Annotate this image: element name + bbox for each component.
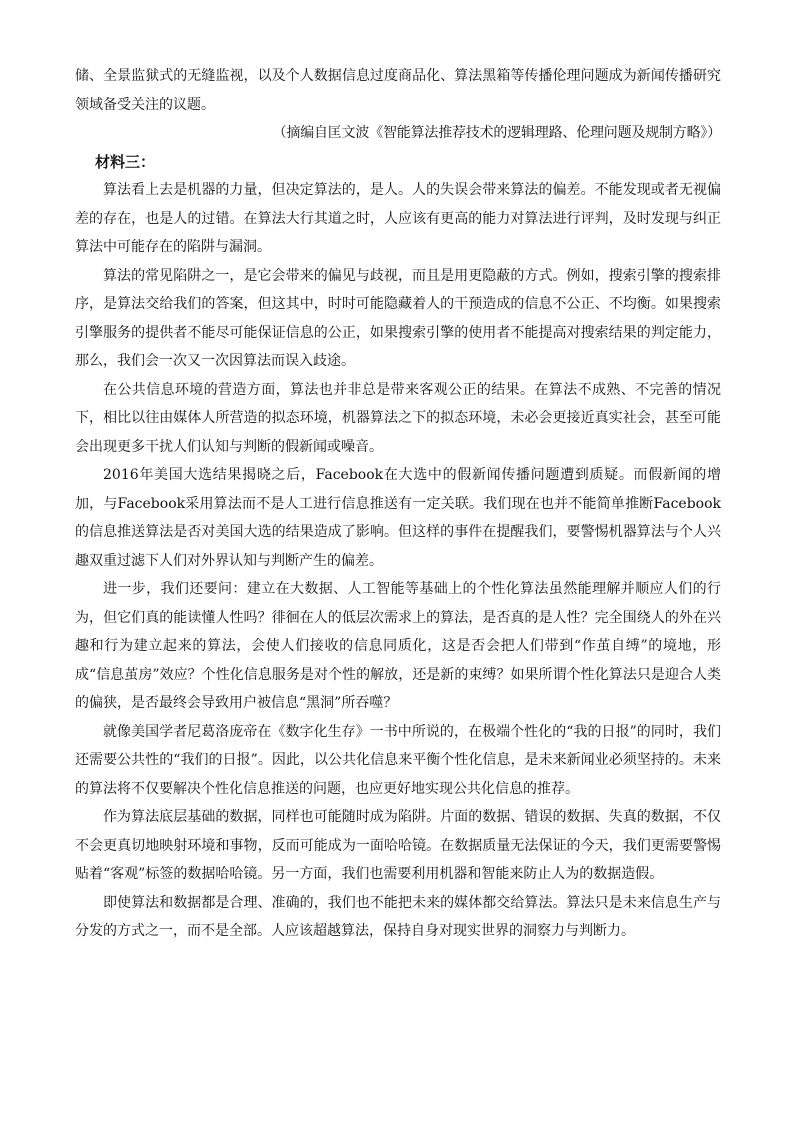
body-paragraph-4: 2016年美国大选结果揭晓之后，Facebook在大选中的假新闻传播问题遭到质疑。而假新闻的增加，与Facebook采用算法而不是人工进行信息推送有一定关联。我们现在也并不能简单推断Facebook的信息推送算法是否对美国大选的结果造成了影响。但这样的事件在提醒我们，要警惕机器算法与个人兴趣双重过滤下人们对外界认知与判断产生的偏差。 xyxy=(75,467,721,569)
body-paragraph-6: 就像美国学者尼葛洛庞帝在《数字化生存》一书中所说的，在极端个性化的“我的日报”的同时，我们还需要公共性的“我们的日报”。因此，以公共化信息来平衡个性化信息，是未来新闻业必须坚持的。未来的算法将不仅要解决个性化信息推送的问题，也应更好地实现公共化信息的推荐。 xyxy=(75,723,721,797)
document-page xyxy=(75,62,721,946)
body-paragraph-3: 在公共信息环境的营造方面，算法也并非总是带来客观公正的结果。在算法不成熟、不完善的情况下，相比以往由媒体人所营造的拟态环境，机器算法之下的拟态环境，未必会更接近真实社会，甚至可能会出现更多干扰人们认知与判断的假新闻或噪音。 xyxy=(75,381,721,455)
section-heading: 材料三： xyxy=(95,152,156,171)
body-paragraph-5: 进一步，我们还要问：建立在大数据、人工智能等基础上的个性化算法虽然能理解并顺应人们的行为，但它们真的能读懂人性吗？徘徊在人的低层次需求上的算法，是否真的是人性？完全围绕人的外在兴趣和行为建立起来的算法，会使人们接收的信息同质化，这是否会把人们带到“作茧自缚”的境地，形成“信息茧房”效应？个性化信息服务是对个性的解放，还是新的束缚？如果所谓个性化算法只是迎合人类的偏狭，是否最终会导致用户被信息“黑洞”所吞噬？ xyxy=(75,581,721,711)
body-paragraph-7: 作为算法底层基础的数据，同样也可能随时成为陷阱。片面的数据、错误的数据、失真的数据，不仅不会更真切地映射环境和事物，反而可能成为一面哈哈镜。在数据质量无法保证的今天，我们更需要警惕贴着“客观”标签的数据哈哈镜。另一方面，我们也需要利用机器和智能来防止人为的数据造假。 xyxy=(75,809,721,882)
body-paragraph-2: 算法的常见陷阱之一，是它会带来的偏见与歧视，而且是用更隐蔽的方式。例如，搜索引擎的搜索排序，是算法交给我们的答案，但这其中，时时可能隐藏着人的干预造成的信息不公正、不均衡。如果搜索引擎服务的提供者不能尽可能保证信息的公正，如果搜索引擎的使用者不能提高对搜索结果的判定能力，那么，我们会一次又一次因算法而误入歧途。 xyxy=(75,267,721,369)
source-citation: （摘编自匡文波《智能算法推荐技术的逻辑理路、伦理问题及规制方略》） xyxy=(272,125,721,141)
intro-paragraph: 储、全景监狱式的无缝监视，以及个人数据信息过度商品化、算法黑箱等传播伦理问题成为新闻传播研究领域备受关注的议题。 xyxy=(75,68,721,113)
body-paragraph-8: 即使算法和数据都是合理、准确的，我们也不能把未来的媒体都交给算法。算法只是未来信息生产与分发的方式之一，而不是全部。人应该超越算法，保持自身对现实世界的洞察力与判断力。 xyxy=(75,894,721,939)
body-paragraph-1: 算法看上去是机器的力量，但决定算法的，是人。人的失误会带来算法的偏差。不能发现或者无视偏差的存在，也是人的过错。在算法大行其道之时，人应该有更高的能力对算法进行评判，及时发现与纠正算法中可能存在的陷阱与漏洞。 xyxy=(75,182,721,255)
